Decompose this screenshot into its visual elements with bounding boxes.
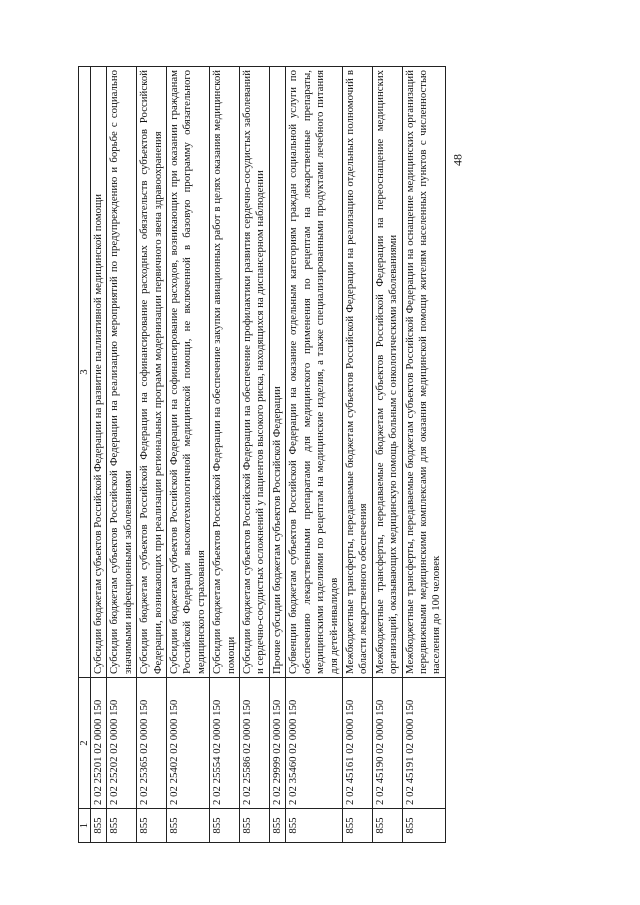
revenue-code-cell: 2 02 25586 02 0000 150	[240, 678, 270, 809]
admin-code-cell: 855	[402, 809, 445, 843]
page-number: 48	[450, 154, 465, 166]
table-row	[167, 67, 210, 843]
revenue-name-cell: Межбюджетные трансферты, передаваемые бюджетам субъектов Российской Федерации на переоснащение медицинских организаций, оказывающих медицинскую помощь больным с онкологическими заболеваниями	[372, 67, 402, 678]
admin-code-cell: 855	[342, 809, 372, 843]
revenue-code-cell: 2 02 29999 02 0000 150	[269, 678, 285, 809]
revenue-name-cell: Межбюджетные трансферты, передаваемые бюджетам субъектов Российской Федерации на реализацию отдельных полномочий в области лекарственного обеспечения	[342, 67, 372, 678]
revenue-code-cell: 2 02 35460 02 0000 150	[286, 678, 343, 809]
header-col-1: 1	[79, 809, 91, 843]
table-row	[286, 67, 343, 843]
budget-codes-table	[78, 66, 446, 843]
revenue-code-cell: 2 02 25554 02 0000 150	[210, 678, 240, 809]
revenue-code-cell: 2 02 25201 02 0000 150	[91, 678, 107, 809]
header-col-2: 2	[79, 678, 91, 809]
admin-code-cell: 855	[107, 809, 137, 843]
rotated-table-container	[78, 67, 446, 843]
admin-code-cell: 855	[91, 809, 107, 843]
revenue-name-cell: Субсидии бюджетам субъектов Российской Федерации на реализацию мероприятий по предупреждению и борьбе с социально значимыми инфекционными заболеваниями	[107, 67, 137, 678]
revenue-name-cell: Субсидии бюджетам субъектов Российской Федерации на развитие паллиативной медицинской помощи	[91, 67, 107, 678]
table-row	[210, 67, 240, 843]
revenue-name-cell: Субсидии бюджетам субъектов Российской Федерации на обеспечение закупки авиационных работ в целях оказания медицинской помощи	[210, 67, 240, 678]
revenue-name-cell: Субвенции бюджетам субъектов Российской Федерации на оказание отдельным категориям граждан социальной услуги по обеспечению лекарственными препаратами для медицинского применения по рецептам на лекарственные препараты, медицинскими изделиями по рецептам на медицинские изделия, а также специализированными продуктами лечебного питания для детей-инвалидов	[286, 67, 343, 678]
admin-code-cell: 855	[167, 809, 210, 843]
table-row	[240, 67, 270, 843]
revenue-name-cell: Межбюджетные трансферты, передаваемые бюджетам субъектов Российской Федерации на оснащение медицинских организаций передвижными медицинскими комплексами для оказания медицинской помощи жителям населенных пунктов с численностью населения до 100 человек	[402, 67, 445, 678]
admin-code-cell: 855	[286, 809, 343, 843]
table-row	[402, 67, 445, 843]
table-row	[342, 67, 372, 843]
revenue-code-cell: 2 02 25202 02 0000 150	[107, 678, 137, 809]
revenue-name-cell: Прочие субсидии бюджетам субъектов Российской Федерации	[269, 67, 285, 678]
revenue-code-cell: 2 02 25402 02 0000 150	[167, 678, 210, 809]
admin-code-cell: 855	[269, 809, 285, 843]
revenue-name-cell: Субсидии бюджетам субъектов Российской Федерации на обеспечение профилактики развития сердечно-сосудистых заболеваний и сердечно-сосудистых осложнений у пациентов высокого риска, находящихся на диспансерном наблюдении	[240, 67, 270, 678]
admin-code-cell: 855	[372, 809, 402, 843]
revenue-code-cell: 2 02 45161 02 0000 150	[342, 678, 372, 809]
revenue-name-cell: Субсидии бюджетам субъектов Российской Федерации на софинансирование расходов, возникающих при оказании гражданам Российской Федерации высокотехнологичной медицинской помощи, не включенной в базовую программу обязательного медицинского страхования	[167, 67, 210, 678]
revenue-name-cell: Субсидии бюджетам субъектов Российской Федерации на софинансирование расходных обязательств субъектов Российской Федерации, возникающих при реализации региональных программ модернизации первичного звена здравоохранения	[137, 67, 167, 678]
table-row	[269, 67, 285, 843]
revenue-code-cell: 2 02 45191 02 0000 150	[402, 678, 445, 809]
header-col-3: 3	[79, 67, 91, 678]
admin-code-cell: 855	[137, 809, 167, 843]
table-row	[91, 67, 107, 843]
table-row	[137, 67, 167, 843]
table-row	[107, 67, 137, 843]
revenue-code-cell: 2 02 25365 02 0000 150	[137, 678, 167, 809]
admin-code-cell: 855	[210, 809, 240, 843]
table-row	[372, 67, 402, 843]
table-header-row	[79, 67, 91, 843]
revenue-code-cell: 2 02 45190 02 0000 150	[372, 678, 402, 809]
admin-code-cell: 855	[240, 809, 270, 843]
